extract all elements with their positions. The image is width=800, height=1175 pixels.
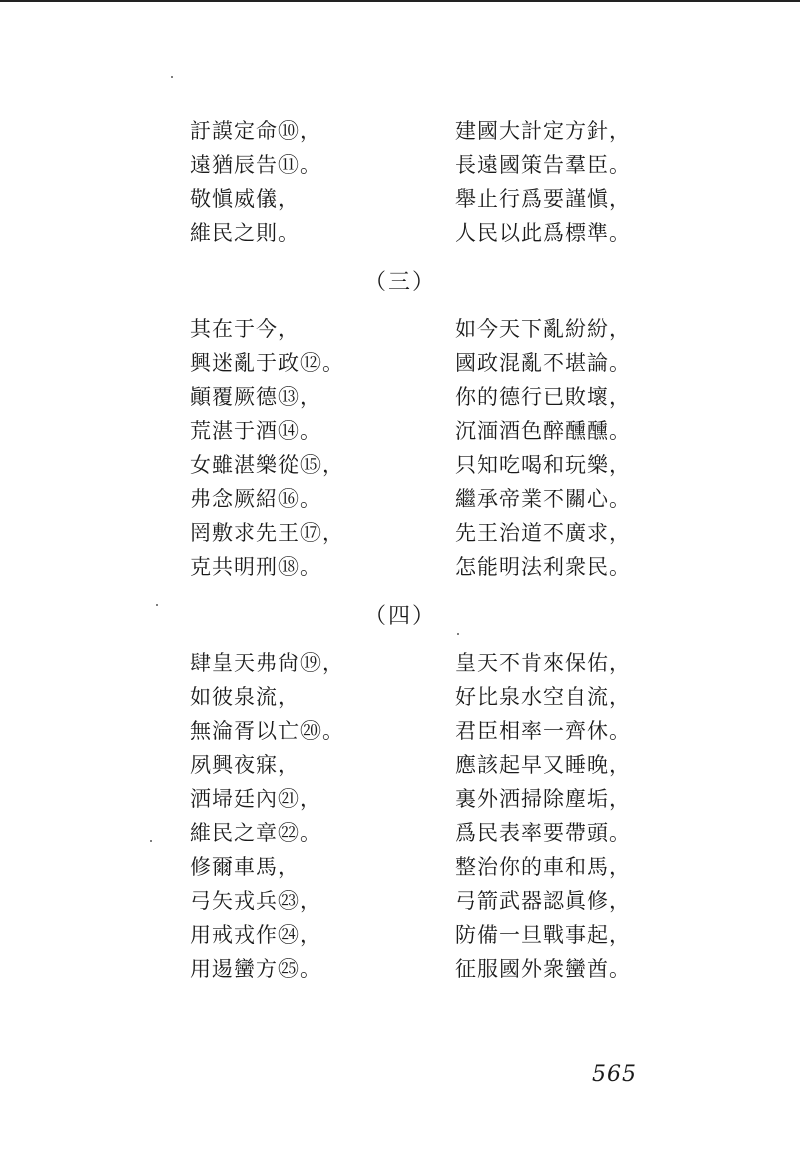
verse-line	[0, 484, 800, 518]
original-text: 罔敷求先王⑰，	[190, 521, 344, 545]
original-text: 荒湛于酒⑭。	[190, 419, 322, 443]
verse-line	[0, 518, 800, 552]
translation-text: 繼承帝業不關心。	[455, 487, 631, 511]
original-text: 其在于今，	[190, 317, 300, 341]
original-text: 弓矢戎兵㉓，	[190, 889, 322, 913]
original-text: 肆皇天弗尙⑲，	[190, 651, 344, 675]
verse-line	[0, 818, 800, 852]
translation-text: 裏外洒掃除塵垢，	[455, 787, 631, 811]
translation-text: 人民以此爲標準。	[455, 221, 631, 245]
translation-text: 弓箭武器認眞修，	[455, 889, 631, 913]
original-text: 維民之章㉒。	[190, 821, 322, 845]
verse-line	[0, 116, 800, 150]
translation-text: 爲民表率要帶頭。	[455, 821, 631, 845]
translation-text: 如今天下亂紛紛，	[455, 317, 631, 341]
original-text: 如彼泉流，	[190, 685, 300, 709]
translation-text: 防備一旦戰事起，	[455, 923, 631, 947]
scan-speck	[457, 633, 459, 635]
verse-line	[0, 450, 800, 484]
translation-text: 只知吃喝和玩樂，	[455, 453, 631, 477]
translation-text: 怎能明法利衆民。	[455, 555, 631, 579]
translation-text: 你的德行已敗壞，	[455, 385, 631, 409]
original-text: 維民之則。	[190, 221, 300, 245]
verse-line	[0, 648, 800, 682]
stanza-section-4	[0, 648, 800, 988]
original-text: 顚覆厥德⑬，	[190, 385, 322, 409]
verse-line	[0, 784, 800, 818]
original-text: 敬愼威儀，	[190, 187, 300, 211]
verse-line	[0, 852, 800, 886]
verse-line	[0, 382, 800, 416]
verse-line	[0, 184, 800, 218]
translation-text: 應該起早又睡晚，	[455, 753, 631, 777]
stanza-section-3	[0, 314, 800, 586]
verse-line	[0, 954, 800, 988]
translation-text: 君臣相率一齊休。	[455, 719, 631, 743]
verse-line	[0, 886, 800, 920]
verse-line	[0, 416, 800, 450]
verse-line	[0, 218, 800, 252]
original-text: 用逷蠻方㉕。	[190, 957, 322, 981]
translation-text: 先王治道不廣求，	[455, 521, 631, 545]
verse-line	[0, 552, 800, 586]
original-text: 遠猶辰告⑪。	[190, 153, 322, 177]
original-text: 興迷亂于政⑫。	[190, 351, 344, 375]
scan-speck	[171, 76, 173, 78]
verse-line	[0, 150, 800, 184]
original-text: 訏謨定命⑩，	[190, 119, 322, 143]
verse-line	[0, 314, 800, 348]
top-border-rule	[0, 0, 800, 2]
stanza-top	[0, 116, 800, 252]
original-text: 弗念厥紹⑯。	[190, 487, 322, 511]
original-text: 洒埽廷內㉑，	[190, 787, 322, 811]
verse-line	[0, 750, 800, 784]
verse-line	[0, 682, 800, 716]
original-text: 修爾車馬，	[190, 855, 300, 879]
translation-text: 征服國外衆蠻酋。	[455, 957, 631, 981]
original-text: 女雖湛樂從⑮，	[190, 453, 344, 477]
original-text: 夙興夜寐，	[190, 753, 300, 777]
translation-text: 建國大計定方針，	[455, 119, 631, 143]
translation-text: 整治你的車和馬，	[455, 855, 631, 879]
verse-line	[0, 348, 800, 382]
original-text: 無淪胥以亡⑳。	[190, 719, 344, 743]
original-text: 克共明刑⑱。	[190, 555, 322, 579]
page-number: 565	[592, 1062, 637, 1087]
verse-line	[0, 716, 800, 750]
translation-text: 沉湎酒色醉醺醺。	[455, 419, 631, 443]
translation-text: 皇天不肯來保佑，	[455, 651, 631, 675]
original-text: 用戒戎作㉔，	[190, 923, 322, 947]
translation-text: 好比泉水空自流，	[455, 685, 631, 709]
translation-text: 長遠國策告羣臣。	[455, 153, 631, 177]
section-heading-3: （三）	[363, 270, 436, 295]
translation-text: 舉止行爲要謹愼，	[455, 187, 631, 211]
translation-text: 國政混亂不堪論。	[455, 351, 631, 375]
verse-line	[0, 920, 800, 954]
section-heading-4: （四）	[363, 604, 436, 629]
